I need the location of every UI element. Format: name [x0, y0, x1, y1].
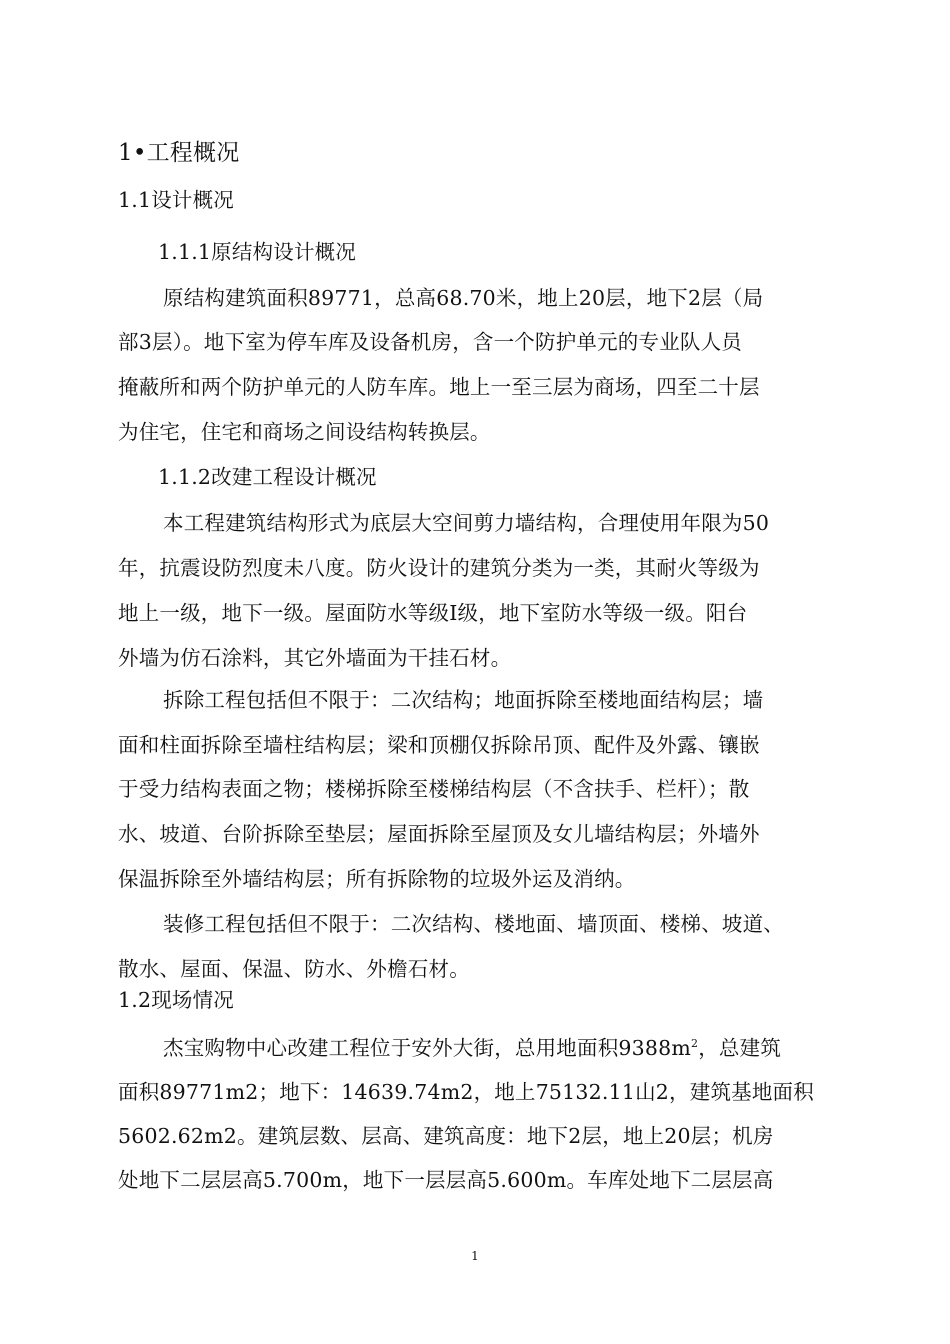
section-heading-1-1: 1.1设计概况 — [118, 188, 235, 212]
paragraph-text: 杰宝购物中心改建工程位于安外大街，总用地面积9388m — [163, 1036, 692, 1060]
paragraph-line: 外墙为仿石涂料，其它外墙面为干挂石材。 — [118, 646, 512, 670]
section-heading-1-2: 1.2现场情况 — [118, 988, 235, 1012]
paragraph-line: 散水、屋面、保温、防水、外檐石材。 — [118, 957, 470, 981]
paragraph-line: 地上一级，地下一级。屋面防水等级Ⅰ级，地下室防水等级一级。阳台 — [118, 601, 748, 625]
paragraph-line: 本工程建筑结构形式为底层大空间剪力墙结构，合理使用年限为50 — [163, 511, 770, 535]
paragraph-line: 拆除工程包括但不限于：二次结构；地面拆除至楼地面结构层；墙 — [163, 688, 764, 712]
section-heading-1-1-1: 1.1.1原结构设计概况 — [158, 240, 357, 264]
paragraph-line — [163, 1034, 781, 1062]
paragraph-line: 年，抗震设防烈度未八度。防火设计的建筑分类为一类，其耐火等级为 — [118, 556, 760, 580]
superscript: 2 — [691, 1037, 699, 1050]
section-heading-1: 1•工程概况 — [118, 140, 240, 166]
paragraph-line: 于受力结构表面之物；楼梯拆除至楼梯结构层（不含扶手、栏杆）；散 — [118, 777, 750, 801]
paragraph-line: 水、坡道、台阶拆除至垫层；屋面拆除至屋顶及女儿墙结构层；外墙外 — [118, 822, 760, 846]
paragraph-line: 为住宅，住宅和商场之间设结构转换层。 — [118, 420, 491, 444]
paragraph-text: ，总建筑 — [698, 1036, 782, 1060]
paragraph-line: 面积89771m2；地下：14639.74m2，地上75132.11山2，建筑基地面积 — [118, 1080, 814, 1104]
paragraph-line: 5602.62m2。建筑层数、层高、建筑高度：地下2层，地上20层；机房 — [118, 1124, 774, 1148]
page-number: 1 — [471, 1249, 479, 1263]
paragraph-line: 处地下二层层高5.700m，地下一层层高5.600m。车库处地下二层层高 — [118, 1168, 774, 1192]
paragraph-line: 保温拆除至外墙结构层；所有拆除物的垃圾外运及消纳。 — [118, 867, 636, 891]
paragraph-line: 部3层）。地下室为停车库及设备机房，含一个防护单元的专业队人员 — [118, 330, 742, 354]
paragraph-line: 面和柱面拆除至墙柱结构层；梁和顶棚仅拆除吊顶、配件及外露、镶嵌 — [118, 733, 760, 757]
section-heading-1-1-2: 1.1.2改建工程设计概况 — [158, 465, 377, 489]
paragraph-line: 装修工程包括但不限于：二次结构、楼地面、墙顶面、楼梯、坡道、 — [163, 912, 784, 936]
paragraph-line: 原结构建筑面积89771，总高68.70米，地上20层，地下2层（局 — [163, 286, 764, 310]
paragraph-line: 掩蔽所和两个防护单元的人防车库。地上一至三层为商场，四至二十层 — [118, 375, 760, 399]
